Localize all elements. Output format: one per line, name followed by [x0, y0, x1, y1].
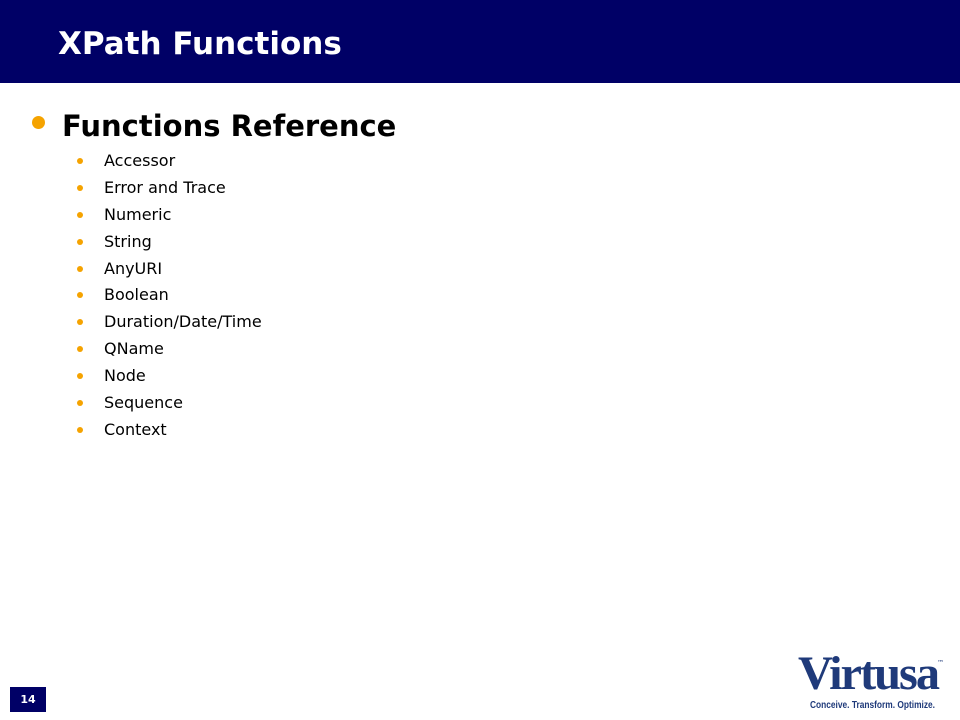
- slide-title: XPath Functions: [58, 26, 342, 62]
- list-item: [0, 228, 400, 255]
- virtusa-logo: [796, 645, 948, 713]
- list-item-label: String: [104, 231, 152, 251]
- list-item: [0, 255, 400, 282]
- list-item: [0, 389, 400, 416]
- logo-trademark: ™: [937, 659, 944, 667]
- list-item: [0, 201, 400, 228]
- list-item: [0, 281, 400, 308]
- bullet-icon: [77, 158, 83, 164]
- main-bullet-icon: [32, 116, 45, 129]
- bullet-icon: [77, 212, 83, 218]
- list-item-label: Context: [104, 419, 167, 439]
- list-item: [0, 416, 400, 443]
- bullet-icon: [77, 239, 83, 245]
- list-item-label: AnyURI: [104, 258, 163, 278]
- list-item-label: Duration/Date/Time: [104, 312, 262, 332]
- page-number-badge: [10, 687, 46, 712]
- list-item: [0, 174, 400, 201]
- bullet-icon: [77, 266, 83, 272]
- logo-wordmark: Virtusa: [798, 647, 941, 700]
- bullet-icon: [77, 346, 83, 352]
- list-item: [0, 335, 400, 362]
- bullet-icon: [77, 319, 83, 325]
- bullet-icon: [77, 185, 83, 191]
- list-item: [0, 147, 400, 174]
- list-item-label: Error and Trace: [104, 177, 226, 197]
- list-item-label: Accessor: [104, 151, 176, 170]
- list-item-label: Sequence: [104, 393, 183, 413]
- function-category-list: [0, 147, 400, 443]
- logo-tagline: Conceive. Transform. Optimize.: [810, 700, 936, 711]
- list-item-label: Numeric: [104, 204, 172, 224]
- bullet-icon: [77, 427, 83, 433]
- bullet-icon: [77, 292, 83, 298]
- bullet-icon: [77, 373, 83, 379]
- main-bullet-heading: Functions Reference: [62, 109, 397, 143]
- list-item-label: Boolean: [104, 285, 169, 305]
- bullet-icon: [77, 400, 83, 406]
- list-item-label: QName: [104, 339, 164, 359]
- list-item-label: Node: [104, 366, 146, 386]
- list-item: [0, 362, 400, 389]
- list-item: [0, 308, 400, 335]
- title-bar: [0, 0, 960, 83]
- page-number: 14: [20, 693, 36, 706]
